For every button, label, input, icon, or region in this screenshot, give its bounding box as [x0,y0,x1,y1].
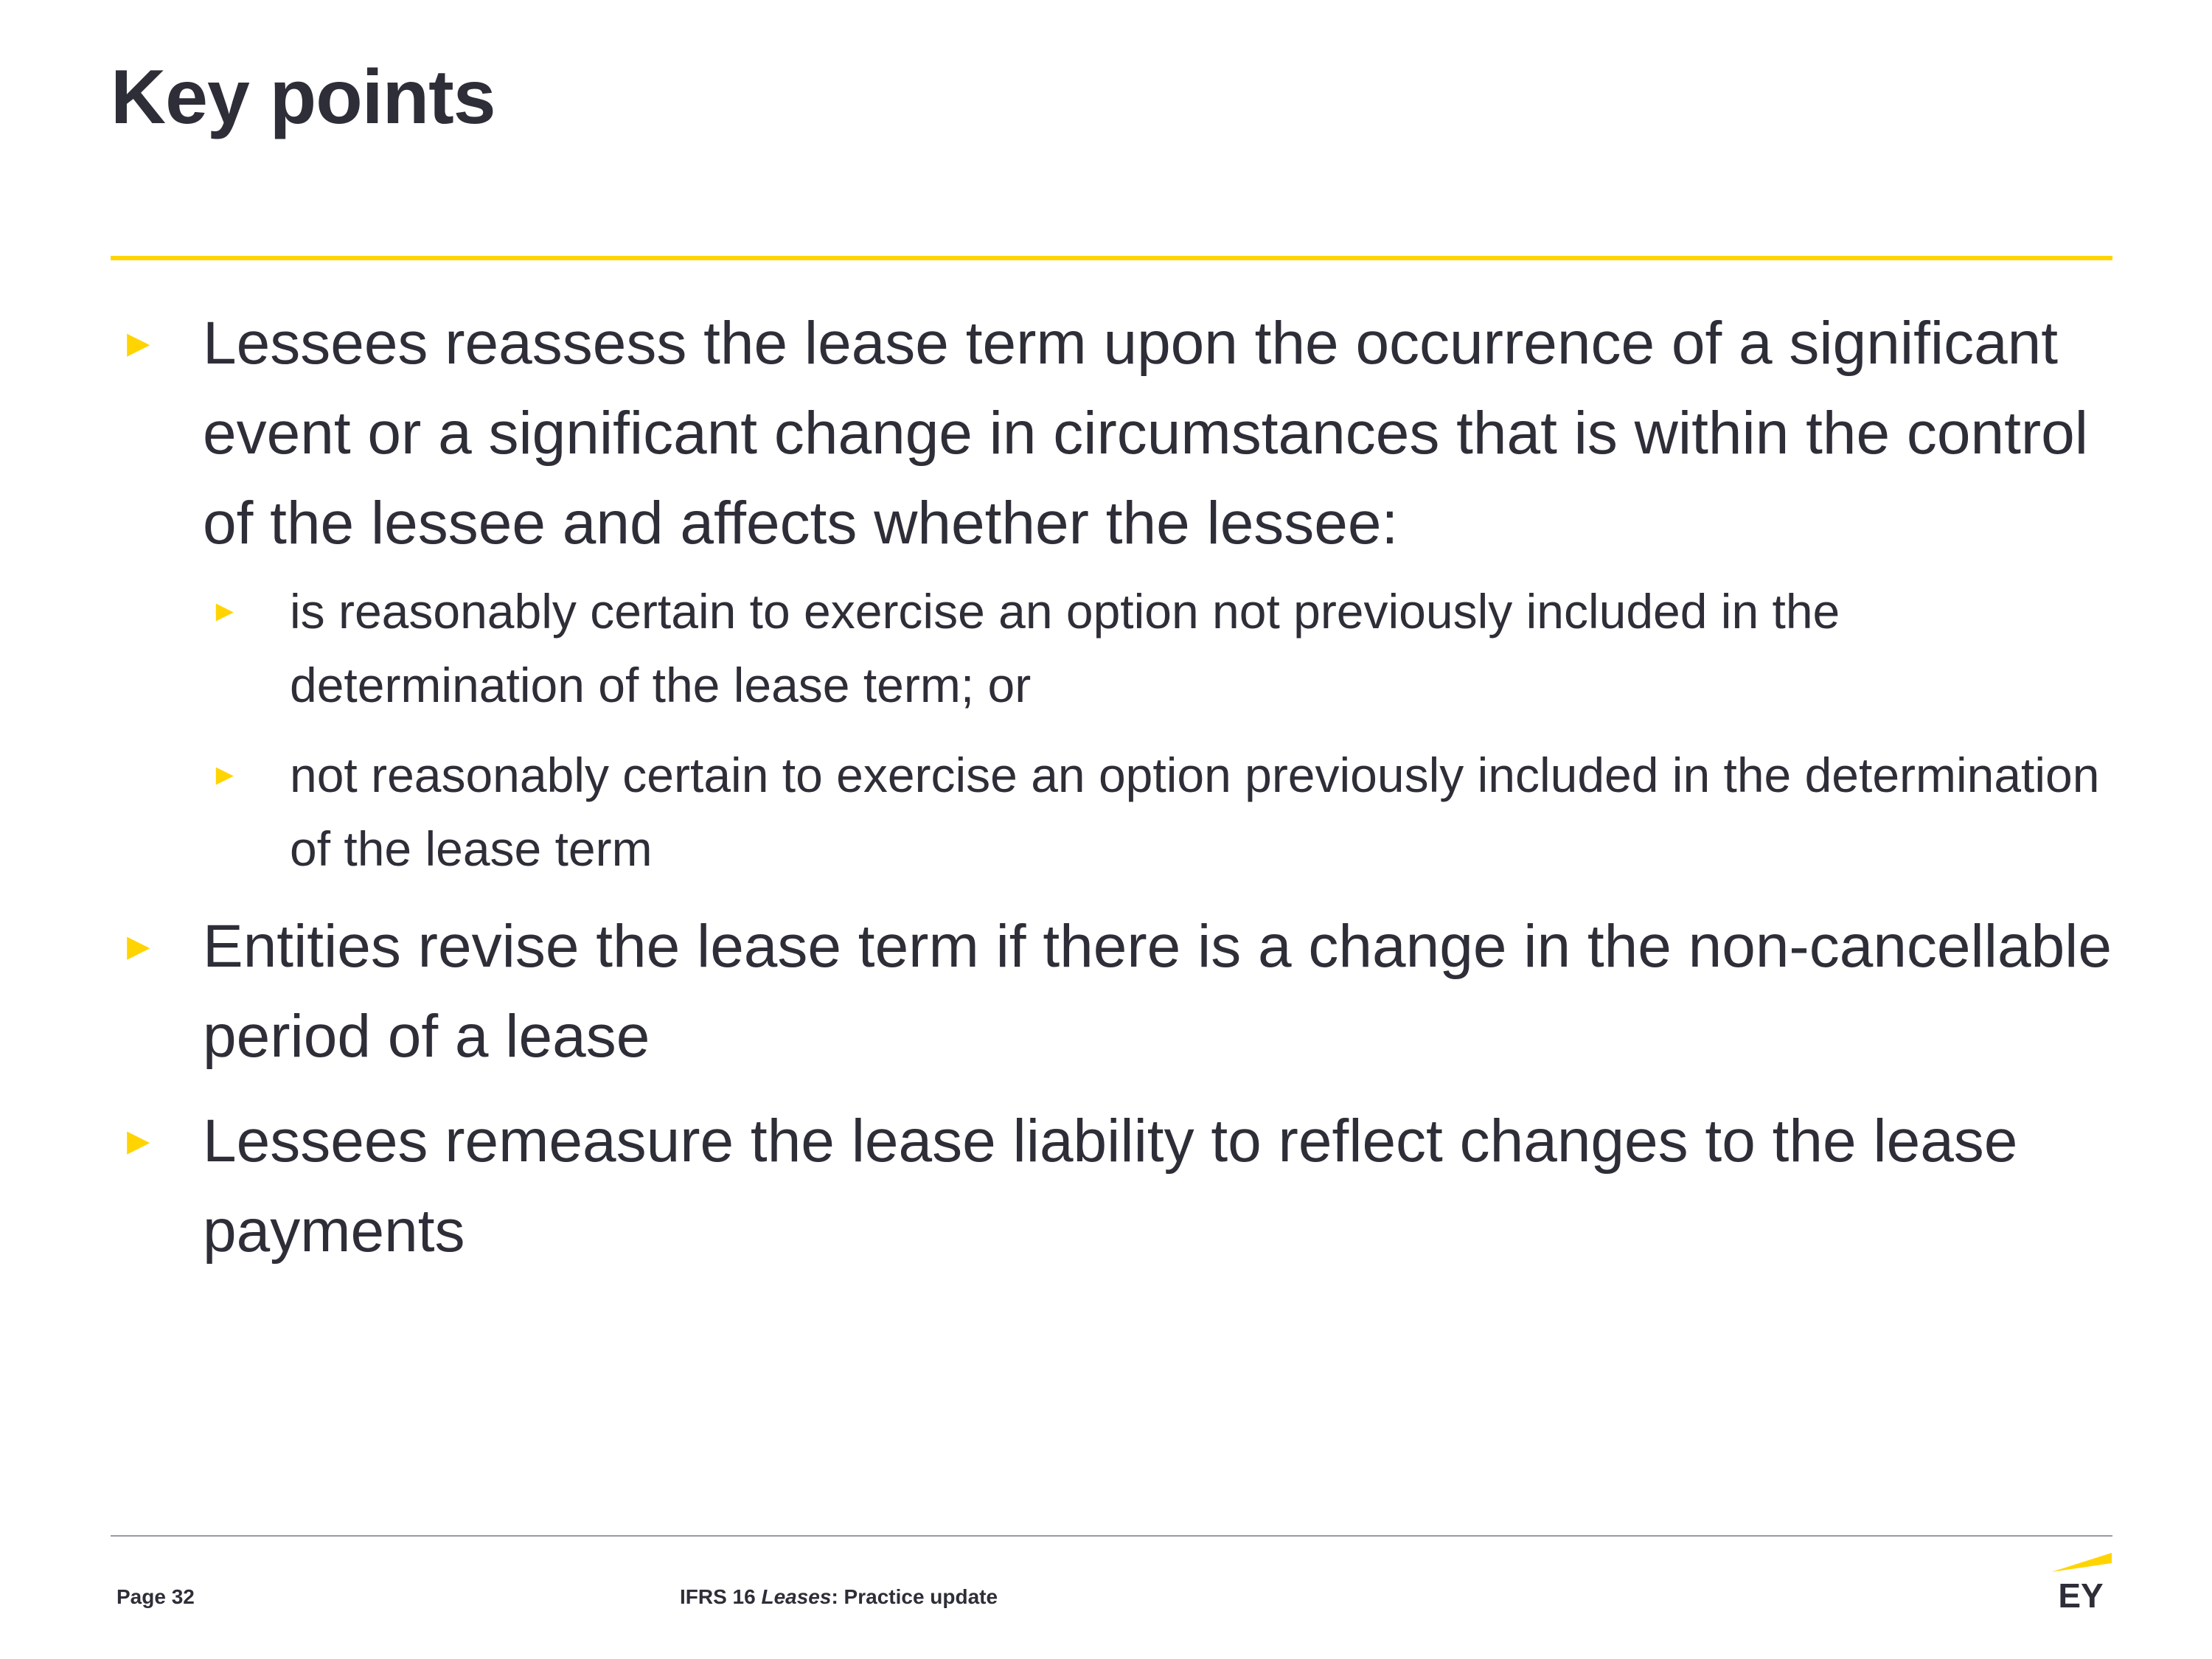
document-title-suffix: : Practice update [831,1585,998,1608]
bullet-text: Lessees remeasure the lease liability to reflect changes to the lease payments [203,1107,2018,1265]
bullet-item [111,299,2124,568]
bullet-item [111,1096,2124,1276]
sub-bullet-item [203,574,2124,722]
slide-title: Key points [111,55,495,140]
slide-content [111,299,2124,1276]
page-number: Page 32 [116,1585,195,1608]
document-title-italic: Leases [761,1585,832,1608]
sub-bullet-arrow-icon: ► [210,595,240,627]
sub-bullet-list [203,574,2124,886]
ey-logo-text: EY [2058,1576,2104,1613]
bullet-text: Lessees reassess the lease term upon the occurrence of a significant event or a significant change in circumstances that is within the control of the lessee and affects whether the lessee: [203,310,2088,557]
bullet-arrow-icon: ► [119,925,158,968]
bullet-item [111,902,2124,1082]
ey-logo-icon [2048,1547,2115,1613]
title-accent-rule [111,256,2112,260]
bullet-text: Entities revise the lease term if there is a change in the non-cancellable period of a lease [203,913,2112,1070]
bullet-arrow-icon: ► [119,1120,158,1163]
sub-bullet-arrow-icon: ► [210,759,240,791]
document-title [680,1585,998,1609]
bullet-arrow-icon: ► [119,322,158,365]
footer-rule [111,1535,2112,1537]
sub-bullet-text: not reasonably certain to exercise an option previously included in the determination of the lease term [290,748,2100,876]
sub-bullet-text: is reasonably certain to exercise an option not previously included in the determination of the lease term; or [290,584,1840,712]
document-title-prefix: IFRS 16 [680,1585,762,1608]
sub-bullet-item [203,738,2124,886]
